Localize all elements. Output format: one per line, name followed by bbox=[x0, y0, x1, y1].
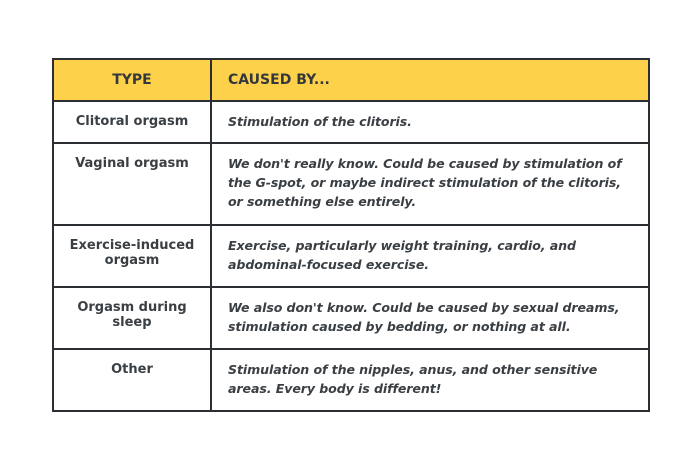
table-row bbox=[53, 101, 649, 143]
table-header-row bbox=[53, 59, 649, 101]
row-type-cell: Vaginal orgasm bbox=[53, 143, 211, 225]
table-row bbox=[53, 143, 649, 225]
row-cause-cell: Stimulation of the nipples, anus, and other sensitive areas. Every body is different! bbox=[211, 349, 649, 411]
header-caused-by: CAUSED BY... bbox=[211, 59, 649, 101]
header-type: TYPE bbox=[53, 59, 211, 101]
row-type-cell: Exercise-induced orgasm bbox=[53, 225, 211, 287]
row-type-cell: Orgasm during sleep bbox=[53, 287, 211, 349]
table-row bbox=[53, 287, 649, 349]
row-cause-cell: We also don't know. Could be caused by sexual dreams, stimulation caused by bedding, or nothing at all. bbox=[211, 287, 649, 349]
row-cause-cell: Exercise, particularly weight training, cardio, and abdominal-focused exercise. bbox=[211, 225, 649, 287]
row-type-cell: Clitoral orgasm bbox=[53, 101, 211, 143]
orgasm-types-table bbox=[52, 58, 650, 412]
row-cause-cell: We don't really know. Could be caused by stimulation of the G-spot, or maybe indirect stimulation of the clitoris, or something else entirely. bbox=[211, 143, 649, 225]
row-cause-cell: Stimulation of the clitoris. bbox=[211, 101, 649, 143]
table-row bbox=[53, 349, 649, 411]
table-row bbox=[53, 225, 649, 287]
row-type-cell: Other bbox=[53, 349, 211, 411]
